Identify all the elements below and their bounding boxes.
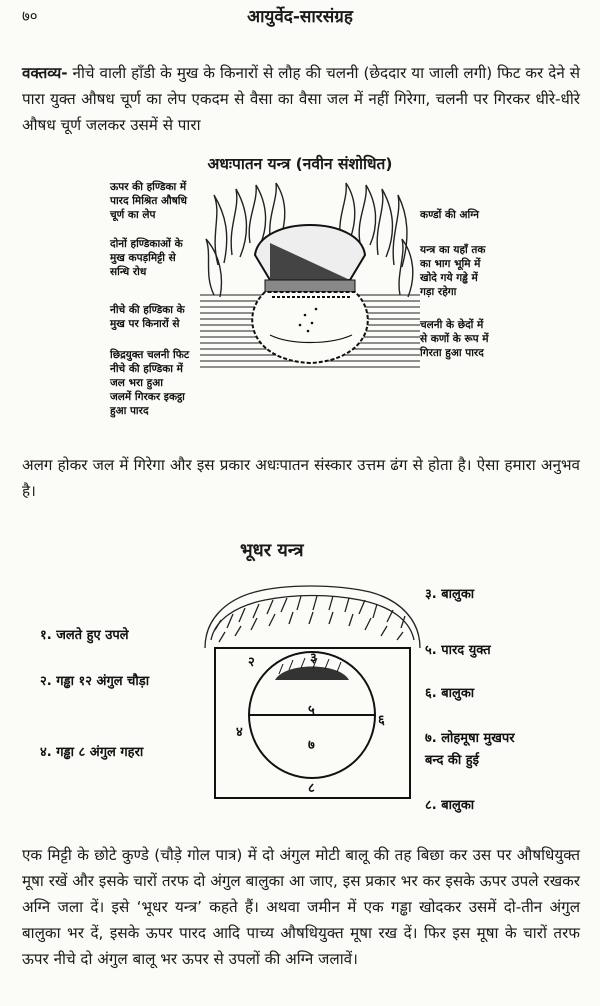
paragraph-3: एक मिट्टी के छोटे कुण्डे (चौड़े गोल पात्र) में दो अंगुल मोटी बालू की तह बिछा कर उस पर औषधियुक्त मूषा रखें और इसके चारों तरफ दो अंगुल बालुका आ जाए, इस प्रकार भर कर इसके ऊपर उपले रखकर अग्नि जला दें। इसे ‘भूधर यन्त्र’ कहते हैं। अथवा जमीन में एक गड्ढा खोदकर उसमें दो-तीन अंगुल बालुका भर दें, इसके ऊपर पारद आदि पाच्य औषधियुक्त मूषा रख दें। फिर इस मूषा के चारों तरफ ऊपर नीचे दो अंगुल बालू भर ऊपर से उपलों की अग्नि जलावें।: [22, 846, 580, 968]
fig1-label-upper-pot: ऊपर की हण्डिका में पारद मिश्रित औषधि चूर्ण का लेप: [110, 181, 187, 221]
fig2-number-3: ३: [310, 651, 317, 666]
fig2-label-pit-depth: ४. गड्ढा ८ अंगुल गहरा: [40, 745, 144, 760]
page-number: ७०: [22, 7, 38, 25]
fig2-label-pit-width: २. गड्ढा १२ अंगुल चौड़ा: [40, 674, 150, 689]
fig1-label-joint-seal: दोनों हण्डिकाओं के मुख कपड़मिट्टी से सन्धि रोध: [110, 238, 183, 278]
fig2-label-sand-top: ३. बालुका: [425, 587, 475, 602]
fig2-number-5: ५: [308, 703, 315, 718]
fig1-label-lower-pot-rim: नीचे की हण्डिका के मुख पर किनारों से: [110, 304, 185, 330]
fig2-number-7: ७: [308, 738, 315, 753]
paragraph-2: अलग होकर जल में गिरेगा और इस प्रकार अधःपातन संस्कार उत्तम ढंग से होता है। ऐसा हमारा अनुभव है।: [22, 456, 580, 500]
fig2-number-4: ४: [236, 725, 243, 740]
fig2-number-6: ६: [378, 713, 385, 728]
fig2-label-sand-bottom: ८. बालुका: [425, 798, 475, 813]
fig2-label-burning-dung: १. जलते हुए उपले: [40, 628, 129, 643]
bhudhar-yantra-diagram: [205, 570, 420, 805]
figure-2-title: भूधर यन्त्र: [240, 540, 304, 561]
fig1-label-buried-part: यन्त्र का यहाँ तक का भाग भूमि में खोदे गये गड्ढे में गड़ा रहेगा: [420, 244, 486, 298]
running-title: आयुर्वेद-सारसंग्रह: [247, 7, 353, 27]
figure-1-title: अधःपातन यन्त्र (नवीन संशोधित): [207, 155, 393, 173]
fig2-number-8: ८: [308, 781, 315, 796]
adhahpatan-yantra-diagram: [210, 185, 410, 425]
fig2-number-2: २: [248, 655, 255, 670]
paragraph-1-text: नीचे वाली हाँडी के मुख के किनारों से लौह की चलनी (छेददार या जाली लगी) फिट कर देने से पारा युक्त औषध चूर्ण का लेप एकदम से वैसा का वैसा जल में नहीं गिरेगा, चलनी पर गिरकर धीरे-धीरे औषध चूर्ण जलकर उसमें से पारा: [22, 64, 580, 134]
paragraph-1: [22, 60, 580, 138]
fig2-label-mercury: ५. पारद युक्त: [425, 643, 491, 658]
fig1-label-fire: कण्डों की अग्नि: [420, 209, 480, 221]
fig2-label-iron-crucible: ७. लोहमूषा मुखपर बन्द की हुई: [425, 731, 515, 768]
fig2-label-sand-middle: ६. बालुका: [425, 686, 475, 701]
statement-lead: वक्तव्य-: [22, 64, 68, 82]
fig1-label-sieve-water: छिद्रयुक्त चलनी फिट नीचे की हण्डिका में जल भरा हुआ जलमें गिरकर इकट्ठा हुआ पारद: [110, 349, 190, 417]
fig1-label-mercury-drops: चलनी के छेदों में से कणों के रूप में गिरता हुआ पारद: [420, 319, 489, 359]
